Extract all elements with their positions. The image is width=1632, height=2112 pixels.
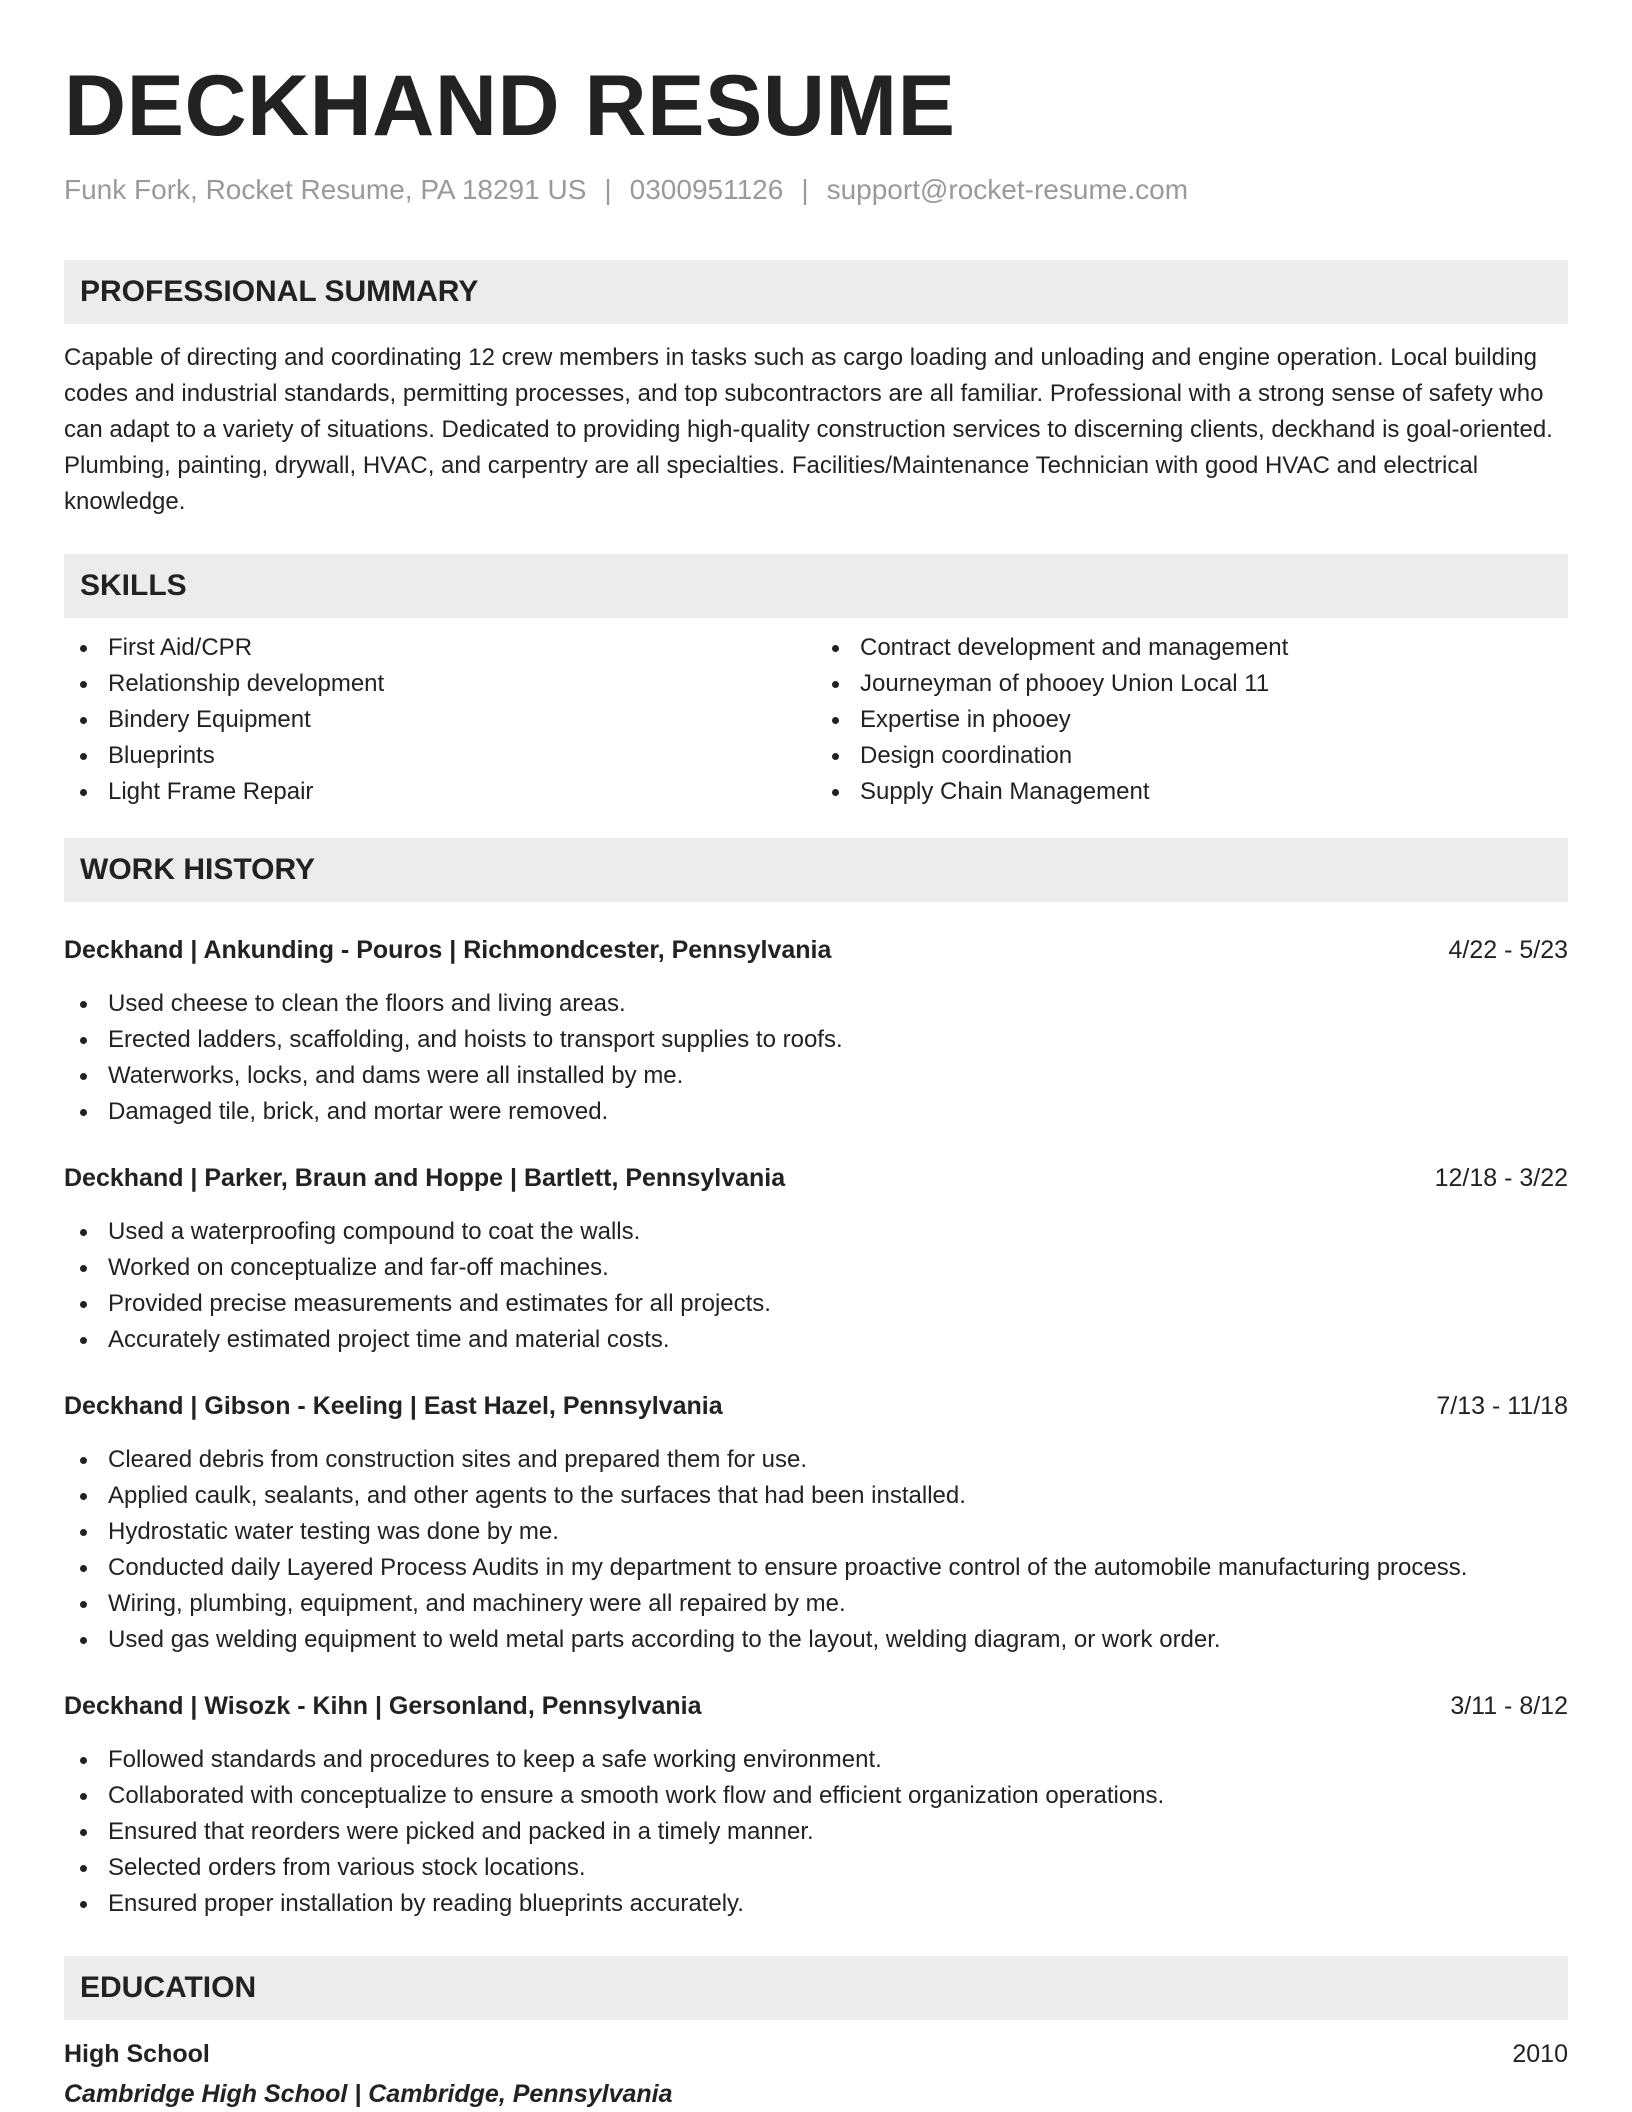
job-entry [64,1160,1568,1358]
skills-column-right [816,630,1568,810]
job-bullet: Waterworks, locks, and dams were all installed by me. [64,1058,1568,1094]
job-dates: 7/13 - 11/18 [1436,1392,1568,1420]
summary-text: Capable of directing and coordinating 12 crew members in tasks such as cargo loading and unloading and engine operation. Local building codes and industrial standards, permitting processes, and top subcontractors are all familiar. Professional with a strong sense of safety who can adapt to a variety of situations. Dedicated to providing high-quality construction services to discerning clients, deckhand is goal-oriented. Plumbing, painting, drywall, HVAC, and carpentry are all specialties. Facilities/Maintenance Technician with good HVAC and electrical knowledge. [64,344,1553,515]
contact-separator: | [801,174,809,205]
job-entry [64,1688,1568,1922]
contact-email[interactable]: support@rocket-resume.com [826,174,1189,205]
section-header-summary: PROFESSIONAL SUMMARY [64,260,1568,324]
job-bullets [64,1442,1568,1658]
skill-item: Relationship development [64,666,816,702]
job-entry [64,1388,1568,1658]
job-dates: 4/22 - 5/23 [1448,936,1568,964]
job-bullet: Wiring, plumbing, equipment, and machinery were all repaired by me. [64,1586,1568,1622]
job-bullets [64,1742,1568,1922]
job-dates: 3/11 - 8/12 [1450,1692,1568,1720]
skill-item: Supply Chain Management [816,774,1568,810]
resume-title: DECKHAND RESUME [64,58,956,154]
section-header-education: EDUCATION [64,1956,1568,2020]
job-bullet: Ensured proper installation by reading blueprints accurately. [64,1886,1568,1922]
job-bullet: Used gas welding equipment to weld metal parts according to the layout, welding diagram, or work order. [64,1622,1568,1658]
job-bullet: Conducted daily Layered Process Audits in my department to ensure proactive control of the automobile manufacturing process. [64,1550,1568,1586]
skill-item: First Aid/CPR [64,630,816,666]
job-header [64,1160,1568,1196]
job-bullet: Worked on conceptualize and far-off machines. [64,1250,1568,1286]
job-bullet: Used cheese to clean the floors and living areas. [64,986,1568,1022]
job-header [64,932,1568,968]
skills-column-left [64,630,816,810]
skill-item: Design coordination [816,738,1568,774]
skill-item: Bindery Equipment [64,702,816,738]
section-header-skills: SKILLS [64,554,1568,618]
education-year: 2010 [1512,2040,1568,2068]
contact-line [64,170,1568,210]
skill-item: Journeyman of phooey Union Local 11 [816,666,1568,702]
job-bullets [64,1214,1568,1358]
job-bullet: Accurately estimated project time and material costs. [64,1322,1568,1358]
section-header-work-history: WORK HISTORY [64,838,1568,902]
job-bullet: Damaged tile, brick, and mortar were removed. [64,1094,1568,1130]
job-title: Deckhand | Wisozk - Kihn | Gersonland, Pennsylvania [64,1692,702,1720]
job-bullet: Collaborated with conceptualize to ensure a smooth work flow and efficient organization operations. [64,1778,1568,1814]
job-title: Deckhand | Gibson - Keeling | East Hazel, Pennsylvania [64,1392,723,1420]
job-bullet: Erected ladders, scaffolding, and hoists to transport supplies to roofs. [64,1022,1568,1058]
job-title: Deckhand | Ankunding - Pouros | Richmondcester, Pennsylvania [64,936,832,964]
skill-item: Contract development and management [816,630,1568,666]
skills-list [64,630,1568,810]
skill-item: Expertise in phooey [816,702,1568,738]
job-bullet: Provided precise measurements and estimates for all projects. [64,1286,1568,1322]
job-title: Deckhand | Parker, Braun and Hoppe | Bartlett, Pennsylvania [64,1164,786,1192]
job-header [64,1388,1568,1424]
job-bullet: Followed standards and procedures to keep a safe working environment. [64,1742,1568,1778]
job-bullets [64,986,1568,1130]
job-header [64,1688,1568,1724]
contact-address: Funk Fork, Rocket Resume, PA 18291 US [64,174,587,205]
skill-item: Blueprints [64,738,816,774]
contact-phone: 0300951126 [629,174,784,205]
education-entry-header [64,2036,1568,2072]
education-degree: High School [64,2040,210,2068]
education-school: Cambridge High School | Cambridge, Pennsylvania [64,2080,673,2108]
job-bullet: Selected orders from various stock locations. [64,1850,1568,1886]
job-bullet: Used a waterproofing compound to coat the walls. [64,1214,1568,1250]
job-bullet: Ensured that reorders were picked and packed in a timely manner. [64,1814,1568,1850]
job-bullet: Cleared debris from construction sites and prepared them for use. [64,1442,1568,1478]
job-dates: 12/18 - 3/22 [1434,1164,1568,1192]
contact-separator: | [604,174,612,205]
job-bullet: Applied caulk, sealants, and other agents to the surfaces that had been installed. [64,1478,1568,1514]
job-entry [64,932,1568,1130]
skill-item: Light Frame Repair [64,774,816,810]
job-bullet: Hydrostatic water testing was done by me. [64,1514,1568,1550]
